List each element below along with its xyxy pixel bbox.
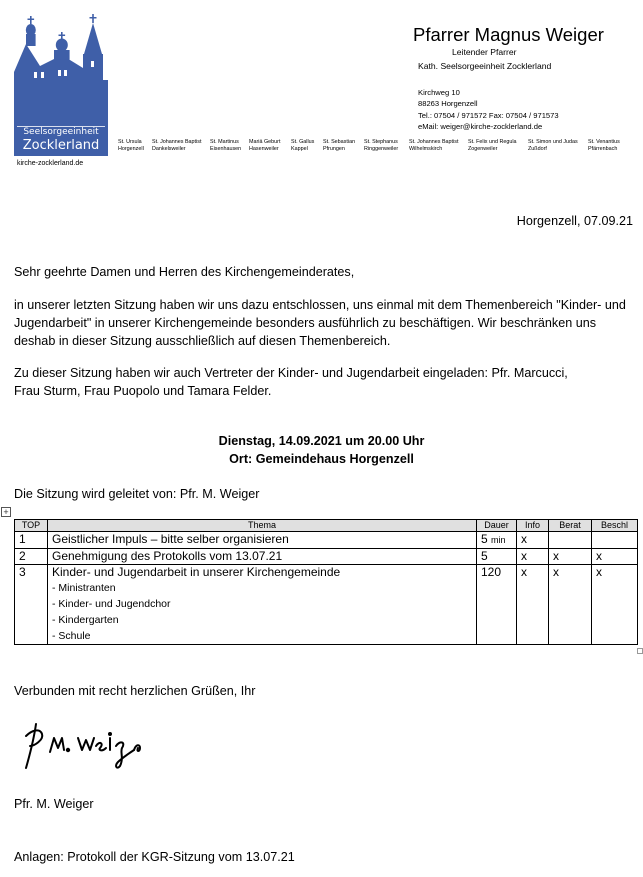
logo-url: kirche-zocklerland.de (17, 160, 84, 167)
parish-3: St. Martinus Eisenhausen (210, 139, 242, 152)
row-decision (592, 532, 638, 549)
row-duration: 5 min (477, 532, 517, 549)
agenda-table (14, 519, 638, 645)
row-advice (549, 532, 592, 549)
sender-role: Leitender Pfarrer (452, 47, 517, 57)
parish-8: St. Johannes Baptist Wilhelmskirch (409, 139, 459, 152)
header-duration: Dauer (477, 520, 517, 532)
parish-11: St. Venantius Pfärrenbach (588, 139, 620, 152)
header-top: TOP (15, 520, 48, 532)
closing: Verbunden mit recht herzlichen Grüßen, Ihr (14, 684, 256, 698)
row-info: x (517, 532, 549, 549)
meeting-chair: Die Sitzung wird geleitet von: Pfr. M. Weiger (14, 487, 260, 501)
row-decision: x (592, 549, 638, 565)
parish-1: St. Ursula Horgenzell (118, 139, 144, 152)
row-topic: Geistlicher Impuls – bitte selber organisieren (48, 532, 477, 549)
sender-unit: Kath. Seelsorgeeinheit Zocklerland (418, 61, 552, 71)
salutation: Sehr geehrte Damen und Herren des Kirchengemeinderates, (14, 265, 355, 279)
table-row (15, 565, 638, 645)
row-info: x (517, 549, 549, 565)
parish-logo (14, 14, 108, 156)
agenda-header-row (15, 520, 638, 532)
row-topic (48, 565, 477, 645)
meeting-place: Ort: Gemeindehaus Horgenzell (229, 452, 414, 466)
header-advice: Berat (549, 520, 592, 532)
parish-7: St. Stephanus Ringgenweiler (364, 139, 399, 152)
subitem: - Ministranten (52, 582, 116, 594)
signature (22, 716, 152, 776)
logo-line1: Seelsorgeeinheit (23, 127, 99, 137)
row-duration: 5 (477, 549, 517, 565)
row-decision: x (592, 565, 638, 645)
table-move-handle[interactable]: + (1, 507, 11, 517)
row-advice: x (549, 565, 592, 645)
paragraph-1: in unserer letzten Sitzung haben wir uns dazu entschlossen, uns einmal mit dem Themenbereich "Kinder- und Jugendarbeit" in unserer Kirchengemeinde besonders ausführlich zu beschäftigen. Wir beschränken uns deshab in dieser Sitzung ausschließlich auf diesen Themenbereich. (14, 298, 626, 348)
header-info: Info (517, 520, 549, 532)
place-date: Horgenzell, 07.09.21 (516, 214, 633, 228)
table-row (15, 532, 638, 549)
row-advice: x (549, 549, 592, 565)
subitem: - Schule (52, 630, 91, 642)
sender-email[interactable]: eMail: weiger@kirche-zocklerland.de (418, 122, 543, 131)
table-row (15, 549, 638, 565)
header-decision: Beschl (592, 520, 638, 532)
table-resize-handle[interactable] (637, 648, 643, 654)
parish-9: St. Felix und Regula Zogenweiler (468, 139, 517, 152)
meeting-date: Dienstag, 14.09.2021 um 20.00 Uhr (218, 434, 425, 448)
parish-2: St. Johannes Baptist Dankelsweiler (152, 139, 202, 152)
sender-city: 88263 Horgenzell (418, 99, 478, 108)
duration-unit: min (491, 535, 506, 545)
sender-phone: Tel.: 07504 / 971572 Fax: 07504 / 971573 (418, 111, 559, 120)
header-topic: Thema (48, 520, 477, 532)
signature-name: Pfr. M. Weiger (14, 797, 94, 811)
parish-10: St. Simon und Judas Zußdorf (528, 139, 578, 152)
parish-4: Mariä Geburt Hasenweiler (249, 139, 281, 152)
row-top: 1 (15, 532, 48, 549)
parish-5: St. Gallus Kappel (291, 139, 315, 152)
logo-line2: Zocklerland (22, 138, 100, 153)
sender-street: Kirchweg 10 (418, 88, 460, 97)
attachments: Anlagen: Protokoll der KGR-Sitzung vom 13.07.21 (14, 850, 295, 864)
sender-name: Pfarrer Magnus Weiger (413, 24, 604, 45)
subitem: - Kinder- und Jugendchor (52, 598, 171, 610)
row-top: 2 (15, 549, 48, 565)
paragraph-2: Zu dieser Sitzung haben wir auch Vertreter der Kinder- und Jugendarbeit eingeladen: Pfr. Marcucci, Frau Sturm, Frau Puopolo und Tamara Felder. (14, 366, 568, 398)
row-topic: Genehmigung des Protokolls vom 13.07.21 (48, 549, 477, 565)
row-top: 3 (15, 565, 48, 645)
subitem: - Kindergarten (52, 614, 119, 626)
parish-6: St. Sebastian Pfrungen (323, 139, 356, 152)
row-topic-title: Kinder- und Jugendarbeit in unserer Kirchengemeinde (52, 565, 341, 579)
row-duration: 120 (477, 565, 517, 645)
row-info: x (517, 565, 549, 645)
